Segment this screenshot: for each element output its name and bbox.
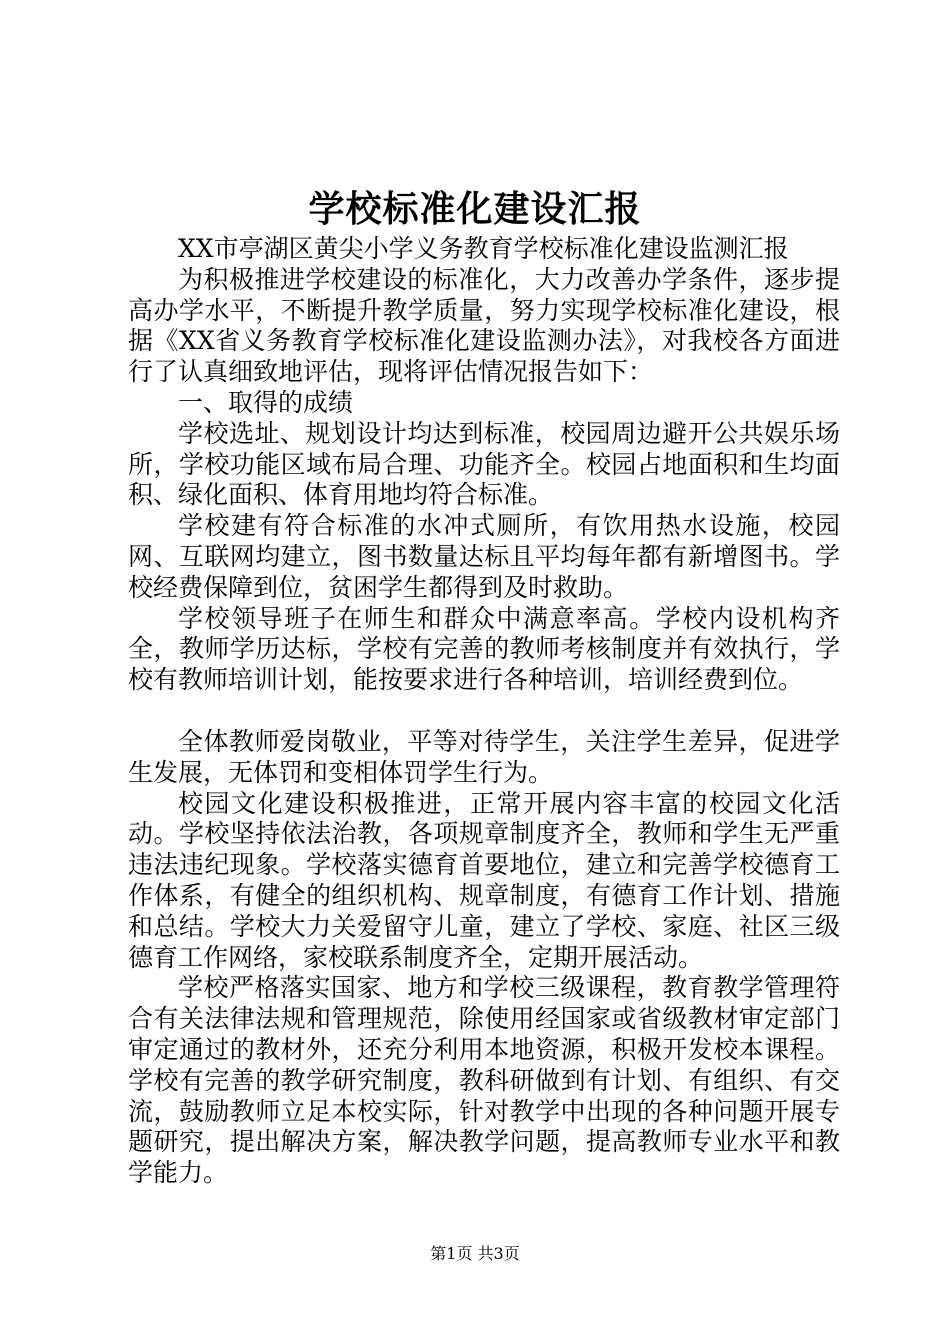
- body-paragraph: 学校严格落实国家、地方和学校三级课程，教育教学管理符合有关法律法规和管理规范，除使用经国家或省级教材审定部门审定通过的教材外，还充分利用本地资源，积极开发校本课程。学校有完善的教学研究制度，教科研做到有计划、有组织、有交流，鼓励教师立足本校实际，针对教学中出现的各种问题开展专题研究，提出解决方案，解决教学问题，提高教师专业水平和教学能力。: [128, 973, 840, 1188]
- body-paragraph: 学校领导班子在师生和群众中满意率高。学校内设机构齐全，教师学历达标，学校有完善的教师考核制度并有效执行，学校有教师培训计划，能按要求进行各种培训，培训经费到位。: [128, 603, 840, 695]
- page-number-footer: 第1页 共3页: [430, 1244, 520, 1263]
- body-paragraph: 学校建有符合标准的水冲式厕所，有饮用热水设施，校园网、互联网均建立，图书数量达标且平均每年都有新增图书。学校经费保障到位，贫困学生都得到及时救助。: [128, 511, 840, 602]
- body-paragraph: 学校选址、规划设计均达到标准，校园周边避开公共娱乐场所，学校功能区域布局合理、功能齐全。校园占地面积和生均面积、绿化面积、体育用地均符合标准。: [128, 418, 840, 510]
- section-heading: 一、取得的成绩: [178, 387, 354, 417]
- document-title: 学校标准化建设汇报: [308, 188, 642, 230]
- body-paragraph: 全体教师爱岗敬业，平等对待学生，关注学生差异，促进学生发展，无体罚和变相体罚学生行为。: [128, 726, 840, 787]
- body-paragraph: 校园文化建设积极推进，正常开展内容丰富的校园文化活动。学校坚持依法治教，各项规章制度齐全，教师和学生无严重违法违纪现象。学校落实德育首要地位，建立和完善学校德育工作体系，有健全的组织机构、规章制度，有德育工作计划、措施和总结。学校大力关爱留守儿童，建立了学校、家庭、社区三级德育工作网络，家校联系制度齐全，定期开展活动。: [128, 788, 840, 972]
- document-body: [128, 234, 840, 1189]
- subtitle-paragraph: XX市亭湖区黄尖小学义务教育学校标准化建设监测汇报: [178, 234, 789, 263]
- intro-paragraph: 为积极推进学校建设的标准化，大力改善办学条件，逐步提高办学水平，不断提升教学质量，努力实现学校标准化建设，根据《XX省义务教育学校标准化建设监测办法》，对我校各方面进行了认真细致地评估，现将评估情况报告如下：: [128, 264, 840, 387]
